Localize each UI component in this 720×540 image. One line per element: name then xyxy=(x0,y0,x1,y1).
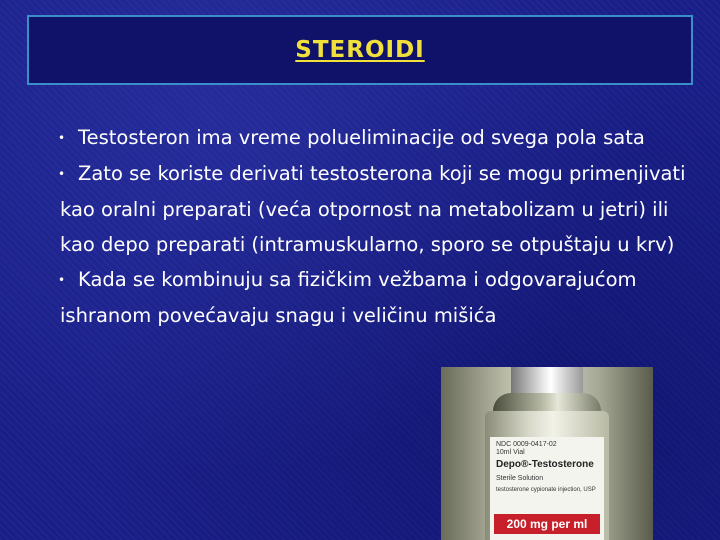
bullet-item xyxy=(60,156,705,262)
vial-volume: 10ml Vial xyxy=(496,449,525,456)
slide-title: STEROIDI xyxy=(295,37,425,63)
vial-neck xyxy=(511,367,583,395)
bullet-text: Zato se koriste derivati testosterona koji se mogu primenjivati kao oralni preparati (veća otpornost na metabolizam u jetri) ili kao depo preparati (intramuskularno, sporo se otpuštaju u krv) xyxy=(60,162,686,256)
vial-dose: 200 mg per ml xyxy=(494,514,600,534)
bullet-marker: • xyxy=(58,131,66,145)
bullet-item xyxy=(60,262,705,333)
vial-subtitle: Sterile Solution xyxy=(496,475,544,482)
vial-ingredient: testosterone cypionate injection, USP xyxy=(496,487,596,493)
bullet-marker: • xyxy=(58,273,66,287)
bullet-item xyxy=(60,120,705,156)
title-box xyxy=(27,15,693,85)
bullet-marker: • xyxy=(58,167,66,181)
vial-label xyxy=(490,437,604,540)
bullet-text: Testosteron ima vreme polueliminacije od svega pola sata xyxy=(78,126,645,149)
vial-shoulder xyxy=(493,393,601,413)
bullet-list xyxy=(60,120,705,333)
vial-ndc: NDC 0009-0417-02 xyxy=(496,441,557,448)
bullet-text: Kada se kombinuju sa fizičkim vežbama i odgovarajućom ishranom povećavaju snagu i veličinu mišića xyxy=(60,268,637,327)
testosterone-vial-photo xyxy=(441,367,653,540)
vial-brand: Depo®-Testosterone xyxy=(496,459,594,470)
